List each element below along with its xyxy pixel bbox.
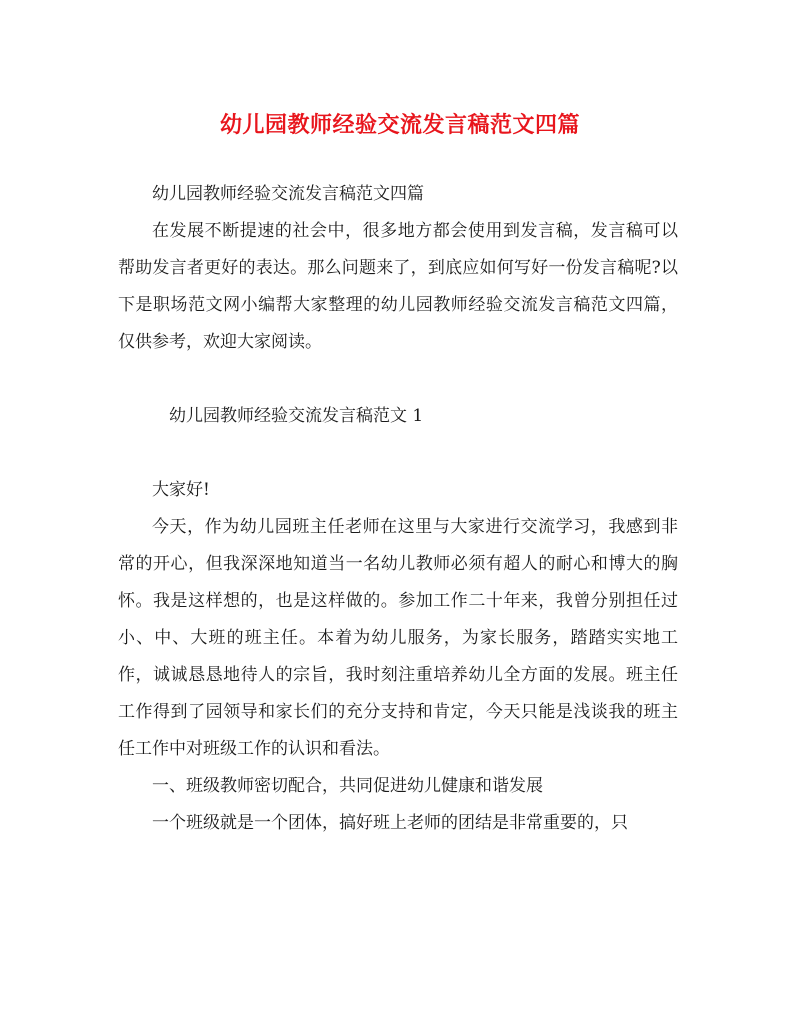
- point-heading-1: 一、班级教师密切配合，共同促进幼儿健康和谐发展: [152, 776, 543, 796]
- section-heading: 幼儿园教师经验交流发言稿范文 1: [169, 406, 424, 426]
- body-paragraph-1: 今天，作为幼儿园班主任老师在这里与大家进行交流学习，我感到非常的开心，但我深深地知道当一名幼儿教师必须有超人的耐心和博大的胸怀。我是这样想的，也是这样做的。参加工作二十年来，我曾分别担任过小、中、大班的班主任。本着为幼儿服务，为家长服务，踏踏实实地工作，诚诚恳恳地待人的宗旨，我时刻注重培养幼儿全方面的发展。班主任工作得到了园领导和家长们的充分支持和肯定，今天只能是浅谈我的班主任工作中对班级工作的认识和看法。: [118, 517, 678, 759]
- document-body: [118, 176, 678, 842]
- body-paragraph-2: 一个班级就是一个团体，搞好班上老师的团结是非常重要的，只: [152, 813, 628, 833]
- intro-paragraph: 在发展不断提速的社会中，很多地方都会使用到发言稿，发言稿可以帮助发言者更好的表达。那么问题来了，到底应如何写好一份发言稿呢?以下是职场范文网小编帮大家整理的幼儿园教师经验交流发言稿范文四篇，仅供参考，欢迎大家阅读。: [118, 221, 678, 352]
- greeting-line: 大家好!: [152, 480, 210, 500]
- document-title: 幼儿园教师经验交流发言稿范文四篇: [219, 112, 580, 138]
- subtitle-line: 幼儿园教师经验交流发言稿范文四篇: [152, 184, 424, 204]
